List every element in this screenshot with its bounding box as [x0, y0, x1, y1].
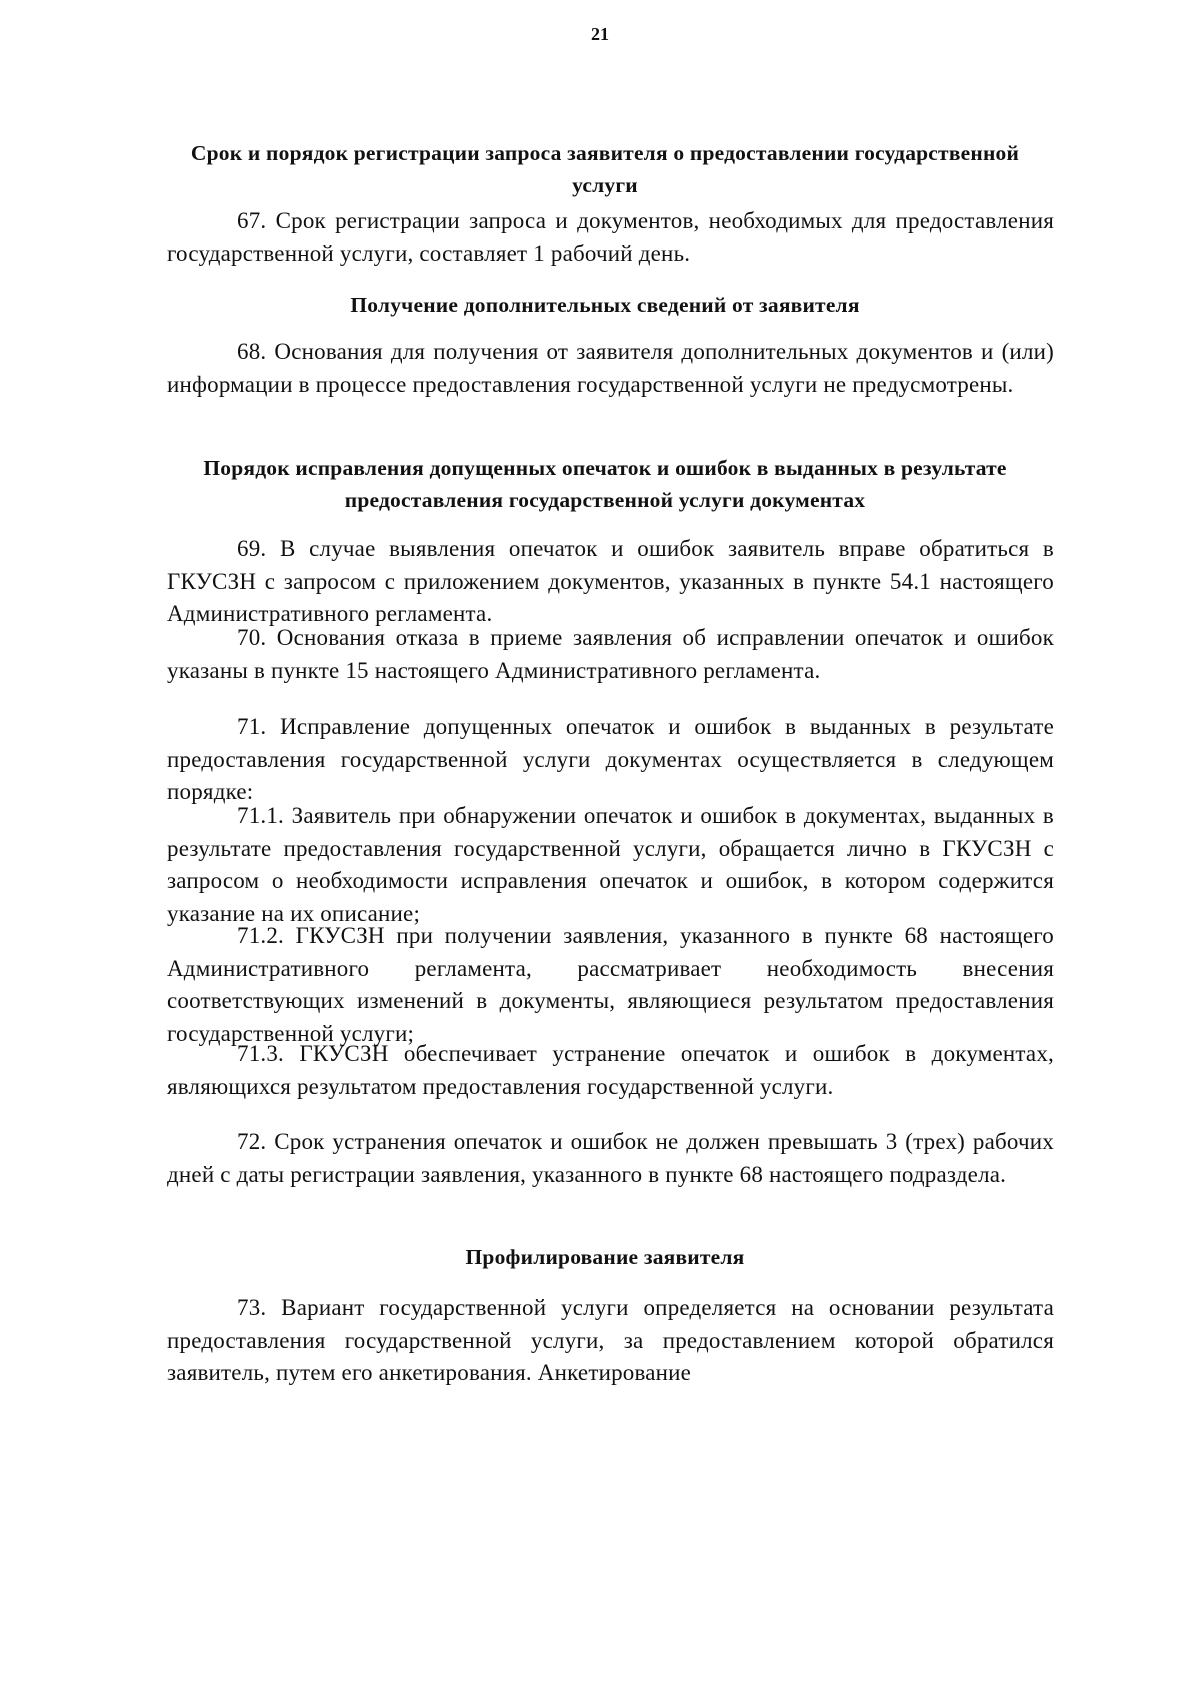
section-heading-additional-info: Получение дополнительных сведений от заявителя — [350, 293, 860, 317]
paragraph-71-2: 71.2. ГКУСЗН при получении заявления, указанного в пункте 68 настоящего Административного регламента, рассматривает необходимость внесения соответствующих изменений в документы, являющиеся результатом предоставления государственной услуги; — [167, 923, 1054, 1046]
page-number: 21 — [591, 24, 609, 44]
paragraph-69: 69. В случае выявления опечаток и ошибок заявитель вправе обратиться в ГКУСЗН с запросом с приложением документов, указанных в пункте 54.1 настоящего Административного регламента. — [167, 536, 1054, 626]
paragraph-71-3: 71.3. ГКУСЗН обеспечивает устранение опечаток и ошибок в документах, являющихся результатом предоставления государственной услуги. — [167, 1041, 1054, 1099]
paragraph-71: 71. Исправление допущенных опечаток и ошибок в выданных в результате предоставления государственной услуги документах осуществляется в следующем порядке: — [167, 714, 1054, 804]
paragraph-67: 67. Срок регистрации запроса и документов, необходимых для предоставления государственной услуги, составляет 1 рабочий день. — [167, 208, 1054, 266]
section-heading-registration: Срок и порядок регистрации запроса заявителя о предоставлении государственной услуги — [190, 141, 1020, 197]
paragraph-68: 68. Основания для получения от заявителя дополнительных документов и (или) информации в процессе предоставления государственной услуги не предусмотрены. — [167, 339, 1054, 397]
paragraph-70: 70. Основания отказа в приеме заявления об исправлении опечаток и ошибок указаны в пункте 15 настоящего Административного регламента. — [167, 625, 1054, 683]
section-heading-profiling: Профилирование заявителя — [465, 1245, 745, 1269]
paragraph-73: 73. Вариант государственной услуги определяется на основании результата предоставления государственной услуги, за предоставлением которой обратился заявитель, путем его анкетирования. Анкетирование — [167, 1295, 1054, 1385]
paragraph-72: 72. Срок устранения опечаток и ошибок не должен превышать 3 (трех) рабочих дней с даты регистрации заявления, указанного в пункте 68 настоящего подраздела. — [167, 1129, 1054, 1187]
section-heading-corrections: Порядок исправления допущенных опечаток и ошибок в выданных в результате предоставления государственной услуги документах — [203, 456, 1007, 512]
paragraph-71-1: 71.1. Заявитель при обнаружении опечаток и ошибок в документах, выданных в результате предоставления государственной услуги, обращается лично в ГКУСЗН с запросом о необходимости исправления опечаток и ошибок, в котором содержится указание на их описание; — [167, 803, 1054, 926]
